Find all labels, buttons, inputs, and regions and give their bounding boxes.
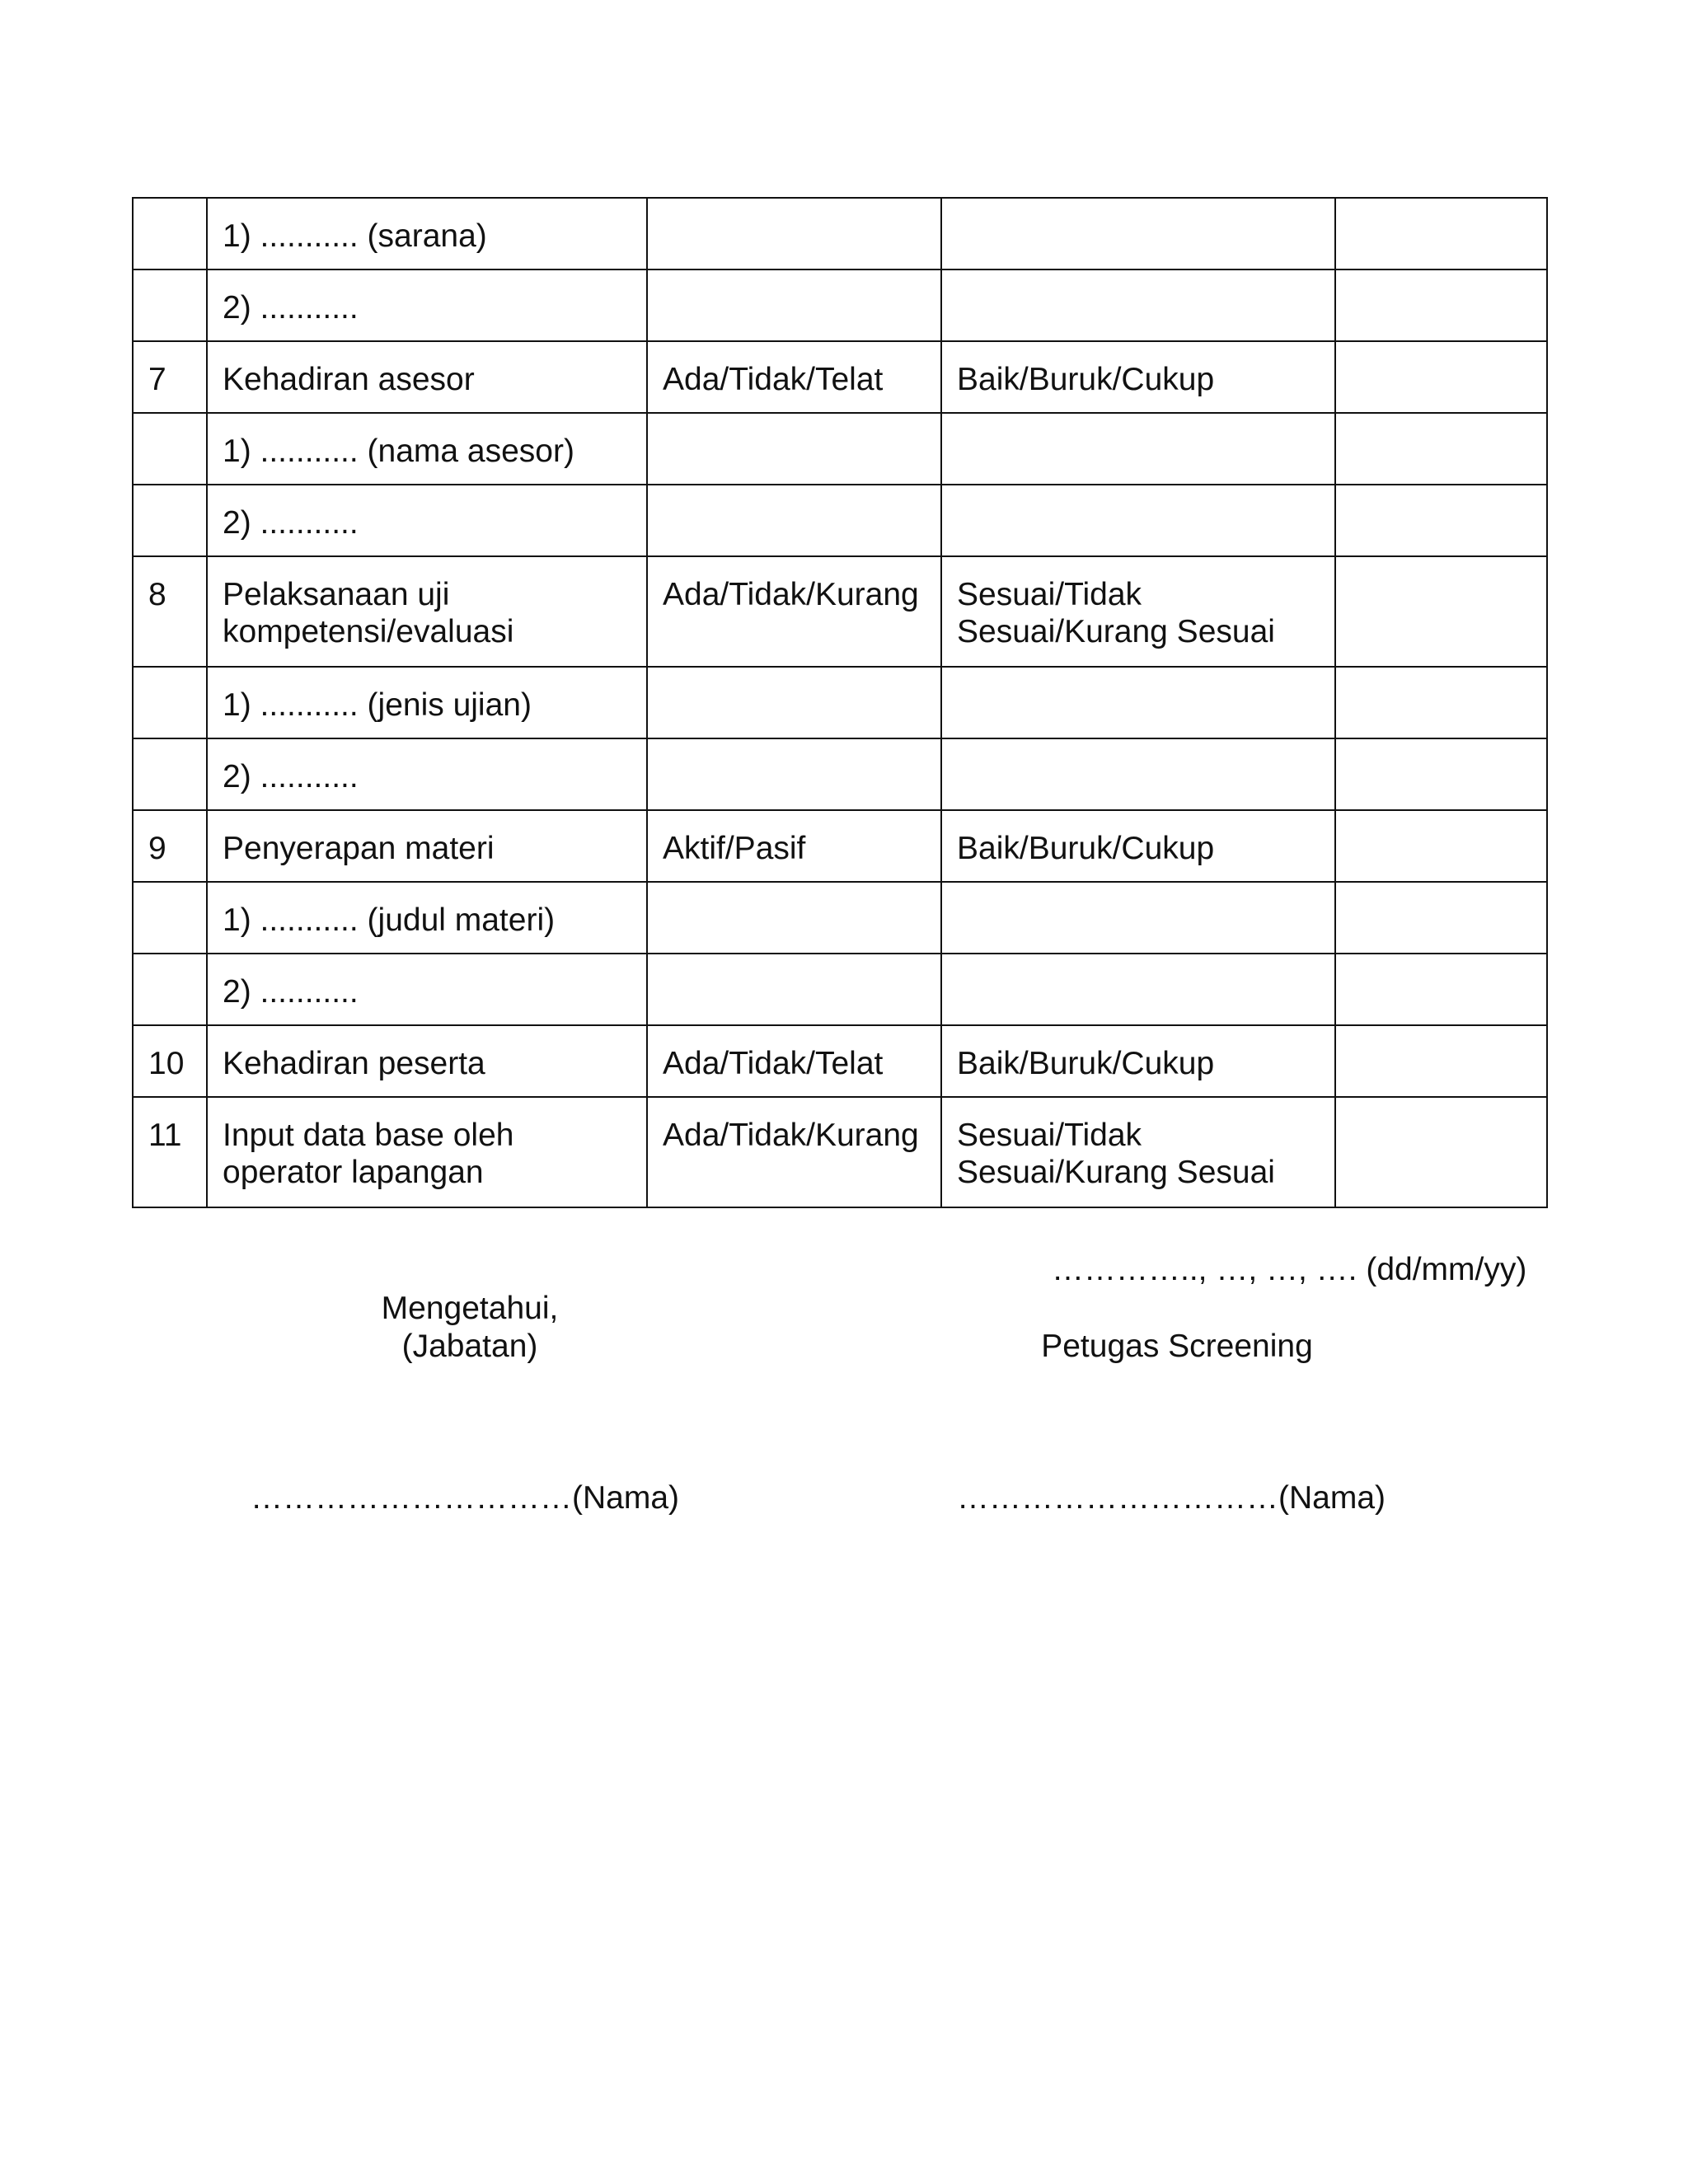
table-row: [133, 198, 1547, 269]
status-options-cell: [647, 882, 941, 954]
item-cell: Kehadiran asesor: [207, 341, 647, 413]
row-number-cell: 8: [133, 556, 207, 667]
item-cell: Kehadiran peserta: [207, 1025, 647, 1097]
notes-cell: [1335, 198, 1547, 269]
table-row: [133, 341, 1547, 413]
quality-options-cell: [941, 882, 1335, 954]
item-cell: 2) ...........: [207, 269, 647, 341]
quality-options-cell: [941, 485, 1335, 556]
notes-cell: [1335, 882, 1547, 954]
status-options-cell: Ada/Tidak/Telat: [647, 341, 941, 413]
item-cell: 1) ........... (nama asesor): [207, 413, 647, 485]
table-row: [133, 269, 1547, 341]
row-number-cell: 10: [133, 1025, 207, 1097]
right-name-line: …………………………(Nama): [957, 1480, 1386, 1516]
item-cell: 2) ...........: [207, 954, 647, 1025]
table-row: [133, 954, 1547, 1025]
status-options-cell: Ada/Tidak/Kurang: [647, 1097, 941, 1207]
item-cell: 1) ........... (jenis ujian): [207, 667, 647, 738]
status-options-cell: Aktif/Pasif: [647, 810, 941, 882]
notes-cell: [1335, 667, 1547, 738]
status-options-cell: [647, 485, 941, 556]
row-number-cell: [133, 882, 207, 954]
item-cell: 2) ...........: [207, 485, 647, 556]
left-name-line: …………………………(Nama): [251, 1480, 680, 1516]
notes-cell: [1335, 341, 1547, 413]
status-options-cell: [647, 667, 941, 738]
table-row: [133, 1097, 1547, 1207]
item-cell: Input data base oleh operator lapangan: [207, 1097, 647, 1207]
quality-options-cell: Baik/Buruk/Cukup: [941, 1025, 1335, 1097]
date-line: ………….., …, …, …. (dd/mm/yy): [1052, 1252, 1527, 1287]
status-options-cell: [647, 954, 941, 1025]
row-number-cell: [133, 198, 207, 269]
item-cell: 2) ...........: [207, 738, 647, 810]
quality-options-cell: [941, 667, 1335, 738]
quality-options-cell: Baik/Buruk/Cukup: [941, 810, 1335, 882]
table-row: [133, 738, 1547, 810]
screening-officer-label: Petugas Screening: [1041, 1329, 1313, 1364]
notes-cell: [1335, 485, 1547, 556]
quality-options-cell: Sesuai/Tidak Sesuai/Kurang Sesuai: [941, 556, 1335, 667]
status-options-cell: [647, 198, 941, 269]
notes-cell: [1335, 738, 1547, 810]
table-row: [133, 667, 1547, 738]
row-number-cell: 11: [133, 1097, 207, 1207]
table-row: [133, 556, 1547, 667]
item-cell: 1) ........... (sarana): [207, 198, 647, 269]
status-options-cell: [647, 413, 941, 485]
notes-cell: [1335, 954, 1547, 1025]
row-number-cell: 9: [133, 810, 207, 882]
row-number-cell: [133, 667, 207, 738]
notes-cell: [1335, 1025, 1547, 1097]
quality-options-cell: [941, 413, 1335, 485]
quality-options-cell: [941, 954, 1335, 1025]
notes-cell: [1335, 413, 1547, 485]
quality-options-cell: [941, 738, 1335, 810]
row-number-cell: [133, 485, 207, 556]
notes-cell: [1335, 269, 1547, 341]
table-row: [133, 485, 1547, 556]
position-label: (Jabatan): [401, 1329, 538, 1364]
table-row: [133, 413, 1547, 485]
status-options-cell: [647, 738, 941, 810]
quality-options-cell: [941, 269, 1335, 341]
status-options-cell: Ada/Tidak/Kurang: [647, 556, 941, 667]
notes-cell: [1335, 556, 1547, 667]
status-options-cell: [647, 269, 941, 341]
table-row: [133, 1025, 1547, 1097]
evaluation-table: [132, 197, 1548, 1208]
item-cell: Pelaksanaan uji kompetensi/evaluasi: [207, 556, 647, 667]
item-cell: 1) ........... (judul materi): [207, 882, 647, 954]
table-row: [133, 810, 1547, 882]
quality-options-cell: [941, 198, 1335, 269]
item-cell: Penyerapan materi: [207, 810, 647, 882]
quality-options-cell: Baik/Buruk/Cukup: [941, 341, 1335, 413]
notes-cell: [1335, 1097, 1547, 1207]
table-row: [133, 882, 1547, 954]
status-options-cell: Ada/Tidak/Telat: [647, 1025, 941, 1097]
row-number-cell: 7: [133, 341, 207, 413]
row-number-cell: [133, 738, 207, 810]
acknowledged-label: Mengetahui,: [381, 1291, 559, 1326]
row-number-cell: [133, 269, 207, 341]
row-number-cell: [133, 954, 207, 1025]
row-number-cell: [133, 413, 207, 485]
notes-cell: [1335, 810, 1547, 882]
quality-options-cell: Sesuai/Tidak Sesuai/Kurang Sesuai: [941, 1097, 1335, 1207]
